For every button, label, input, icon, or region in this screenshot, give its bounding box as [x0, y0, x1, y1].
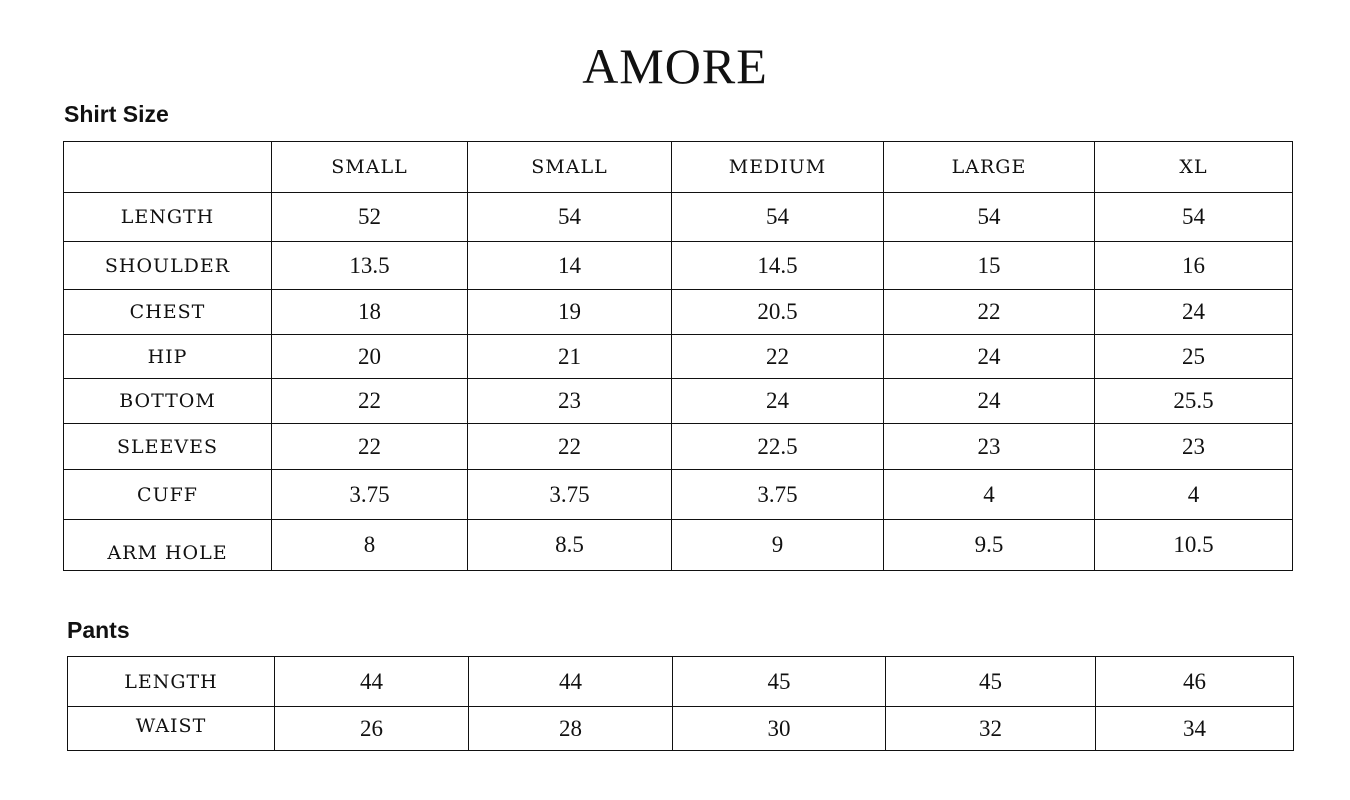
table-row [64, 335, 1293, 379]
row-label: LENGTH [68, 657, 275, 707]
table-cell: 14 [468, 242, 672, 290]
table-row [64, 290, 1293, 335]
table-cell: 24 [672, 379, 884, 424]
header-cell-small: SMALL [272, 142, 468, 193]
table-cell: 3.75 [672, 470, 884, 520]
table-cell: 45 [886, 657, 1096, 707]
row-label: HIP [64, 335, 272, 379]
table-cell: 54 [884, 193, 1095, 242]
table-row [64, 520, 1293, 571]
table-row [68, 657, 1294, 707]
table-cell: 9 [672, 520, 884, 571]
header-cell-xl: XL [1095, 142, 1293, 193]
table-row [64, 242, 1293, 290]
table-cell: 24 [884, 379, 1095, 424]
table-header-row [64, 142, 1293, 193]
shirt-size-table [63, 141, 1293, 571]
table-row [68, 707, 1294, 751]
table-cell: 54 [672, 193, 884, 242]
header-cell-empty [64, 142, 272, 193]
table-cell: 23 [884, 424, 1095, 470]
table-cell: 4 [884, 470, 1095, 520]
pants-size-table [67, 656, 1294, 751]
table-cell: 54 [1095, 193, 1293, 242]
table-cell: 21 [468, 335, 672, 379]
table-row [64, 193, 1293, 242]
table-cell: 23 [1095, 424, 1293, 470]
table-cell: 54 [468, 193, 672, 242]
row-label: SHOULDER [64, 242, 272, 290]
header-cell-small: SMALL [468, 142, 672, 193]
table-cell: 22.5 [672, 424, 884, 470]
table-cell: 3.75 [468, 470, 672, 520]
row-label: CHEST [64, 290, 272, 335]
table-cell: 52 [272, 193, 468, 242]
table-row [64, 424, 1293, 470]
table-cell: 22 [272, 379, 468, 424]
table-cell: 22 [884, 290, 1095, 335]
row-label: WAIST [68, 707, 275, 751]
brand-title: AMORE [582, 38, 768, 94]
table-cell: 46 [1096, 657, 1294, 707]
table-cell: 18 [272, 290, 468, 335]
table-cell: 25 [1095, 335, 1293, 379]
shirt-size-heading: Shirt Size [64, 101, 169, 127]
table-cell: 23 [468, 379, 672, 424]
row-label: CUFF [64, 470, 272, 520]
table-cell: 4 [1095, 470, 1293, 520]
table-cell: 22 [468, 424, 672, 470]
table-cell: 16 [1095, 242, 1293, 290]
table-cell: 30 [673, 707, 886, 751]
table-cell: 19 [468, 290, 672, 335]
table-cell: 15 [884, 242, 1095, 290]
table-cell: 44 [469, 657, 673, 707]
table-cell: 8.5 [468, 520, 672, 571]
table-cell: 13.5 [272, 242, 468, 290]
table-cell: 45 [673, 657, 886, 707]
table-cell: 20 [272, 335, 468, 379]
table-cell: 25.5 [1095, 379, 1293, 424]
row-label: BOTTOM [64, 379, 272, 424]
table-cell: 8 [272, 520, 468, 571]
row-label: LENGTH [64, 193, 272, 242]
table-cell: 28 [469, 707, 673, 751]
table-cell: 24 [884, 335, 1095, 379]
row-label: ARM HOLE [64, 520, 272, 571]
header-cell-large: LARGE [884, 142, 1095, 193]
table-row [64, 470, 1293, 520]
table-cell: 34 [1096, 707, 1294, 751]
row-label: SLEEVES [64, 424, 272, 470]
header-cell-medium: MEDIUM [672, 142, 884, 193]
table-cell: 20.5 [672, 290, 884, 335]
table-cell: 10.5 [1095, 520, 1293, 571]
table-cell: 26 [275, 707, 469, 751]
pants-heading: Pants [67, 617, 130, 643]
table-cell: 14.5 [672, 242, 884, 290]
table-cell: 44 [275, 657, 469, 707]
table-cell: 3.75 [272, 470, 468, 520]
table-cell: 22 [672, 335, 884, 379]
table-cell: 32 [886, 707, 1096, 751]
table-cell: 24 [1095, 290, 1293, 335]
table-cell: 22 [272, 424, 468, 470]
table-row [64, 379, 1293, 424]
table-cell: 9.5 [884, 520, 1095, 571]
